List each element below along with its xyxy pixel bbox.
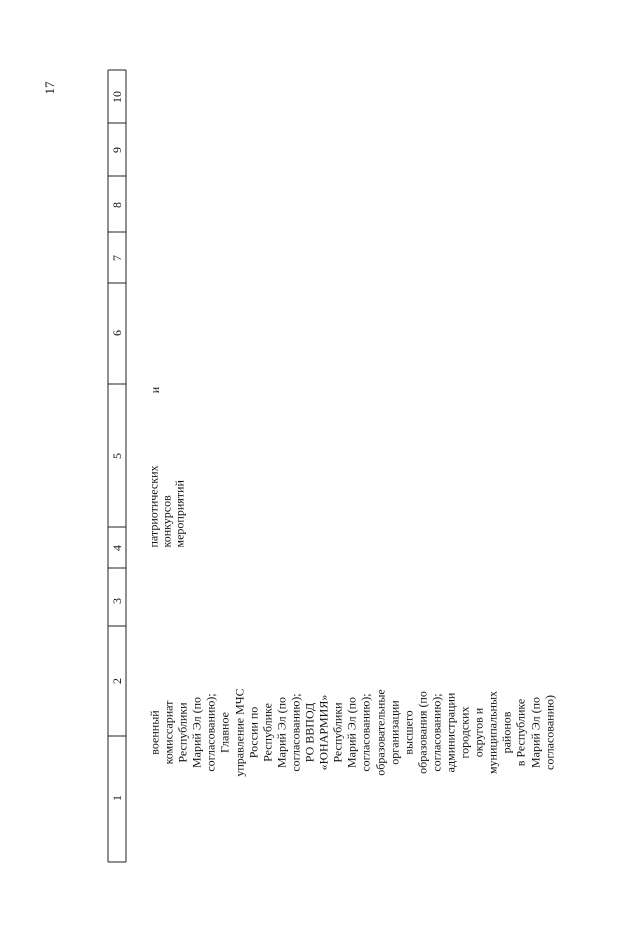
column-5-cell-text: патриотических конкурсов мероприятий <box>146 465 187 548</box>
column-number-8: 8 <box>110 202 124 208</box>
column-5-conjunction: и <box>148 386 162 394</box>
column-number-6: 6 <box>110 330 124 336</box>
column-2-cell-text: военный комиссариат Республики Марий Эл (по согласованию); Главное управление МЧС России по Республике Марий Эл (по согласованию); РО ВВПОД «ЮНАРМИЯ» Республики Марий Эл (по согласованию); образовательные организации высшего образования (по согласованию); администрации городских округов и муниципальных районов в Республике Марий Эл (по согласованию) <box>147 688 557 777</box>
column-number-2: 2 <box>110 678 124 684</box>
column-number-9: 9 <box>110 147 124 153</box>
column-number-7: 7 <box>110 255 124 261</box>
column-number-1: 1 <box>110 795 124 801</box>
column-number-4: 4 <box>110 545 124 551</box>
column-number-3: 3 <box>110 598 124 604</box>
page-number: 17 <box>42 81 57 95</box>
column-number-10: 10 <box>110 91 124 103</box>
column-number-5: 5 <box>110 453 124 459</box>
